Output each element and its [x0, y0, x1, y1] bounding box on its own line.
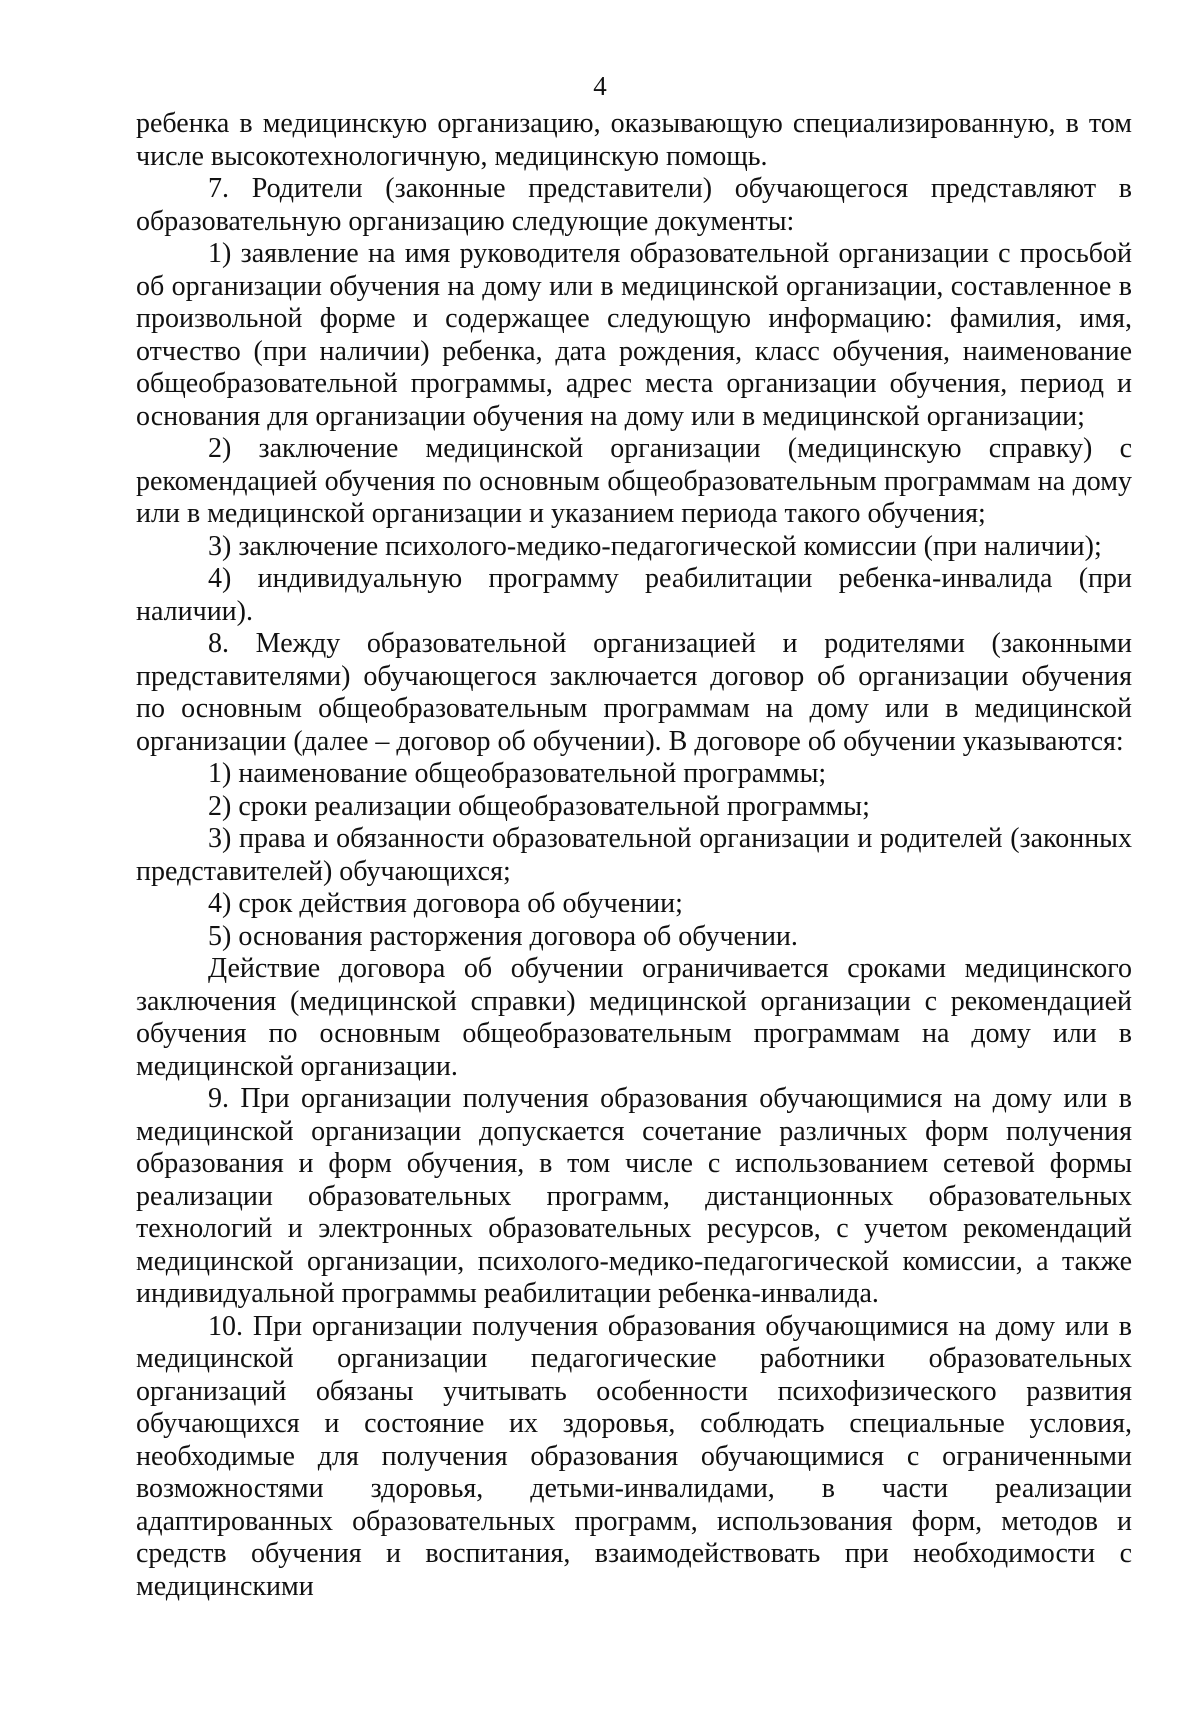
paragraph-item-8: 8. Между образовательной организацией и родителями (законными представителями) обучающегося заключается договор об организации обучения по основным общеобразовательным программам на дому или в медицинской организации (далее – договор об обучении). В договоре об обучении указываются:	[136, 628, 1132, 757]
document-body	[136, 108, 1132, 1603]
paragraph-item-9: 9. При организации получения образования обучающимися на дому или в медицинской организации допускается сочетание различных форм получения образования и форм обучения, в том числе с использованием сетевой формы реализации образовательных программ, дистанционных образовательных технологий и электронных образовательных ресурсов, с учетом рекомендаций медицинской организации, психолого-медико-педагогической комиссии, а также индивидуальной программы реабилитации ребенка-инвалида.	[136, 1083, 1132, 1309]
paragraph-continuation: ребенка в медицинскую организацию, оказывающую специализированную, в том числе высокотехнологичную, медицинскую помощь.	[136, 108, 1132, 172]
list-item-7-1: 1) заявление на имя руководителя образовательной организации с просьбой об организации обучения на дому или в медицинской организации, составленное в произвольной форме и содержащее следующую информацию: фамилия, имя, отчество (при наличии) ребенка, дата рождения, класс обучения, наименование общеобразовательной программы, адрес места организации обучения, период и основания для организации обучения на дому или в медицинской организации;	[136, 238, 1132, 432]
list-item-7-3: 3) заключение психолого-медико-педагогической комиссии (при наличии);	[208, 530, 1102, 562]
list-item-8-4: 4) срок действия договора об обучении;	[208, 888, 683, 919]
paragraph-item-10: 10. При организации получения образования обучающимися на дому или в медицинской организации педагогические работники образовательных организаций обязаны учитывать особенности психофизического развития обучающихся и состояние их здоровья, соблюдать специальные условия, необходимые для получения образования обучающимися с ограниченными возможностями здоровья, детьми-инвалидами, в части реализации адаптированных образовательных программ, использования форм, методов и средств обучения и воспитания, взаимодействовать при необходимости с медицинскими	[136, 1310, 1132, 1602]
list-item-8-2: 2) сроки реализации общеобразовательной программы;	[208, 790, 870, 822]
page-number: 4	[593, 71, 607, 101]
paragraph-contract-validity: Действие договора об обучении ограничивается сроками медицинского заключения (медицинской справки) медицинской организации с рекомендацией обучения по основным общеобразовательным программам на дому или в медицинской организации.	[136, 953, 1132, 1082]
list-item-8-1: 1) наименование общеобразовательной программы;	[208, 758, 827, 789]
paragraph-item-7: 7. Родители (законные представители) обучающегося представляют в образовательную организацию следующие документы:	[136, 173, 1132, 237]
list-item-7-2: 2) заключение медицинской организации (медицинскую справку) с рекомендацией обучения по основным общеобразовательным программам на дому или в медицинской организации и указанием периода такого обучения;	[136, 433, 1132, 529]
list-item-8-5: 5) основания расторжения договора об обучении.	[208, 920, 798, 952]
list-item-8-3: 3) права и обязанности образовательной организации и родителей (законных представителей) обучающихся;	[136, 823, 1132, 887]
list-item-7-4: 4) индивидуальную программу реабилитации ребенка-инвалида (при наличии).	[136, 563, 1132, 627]
